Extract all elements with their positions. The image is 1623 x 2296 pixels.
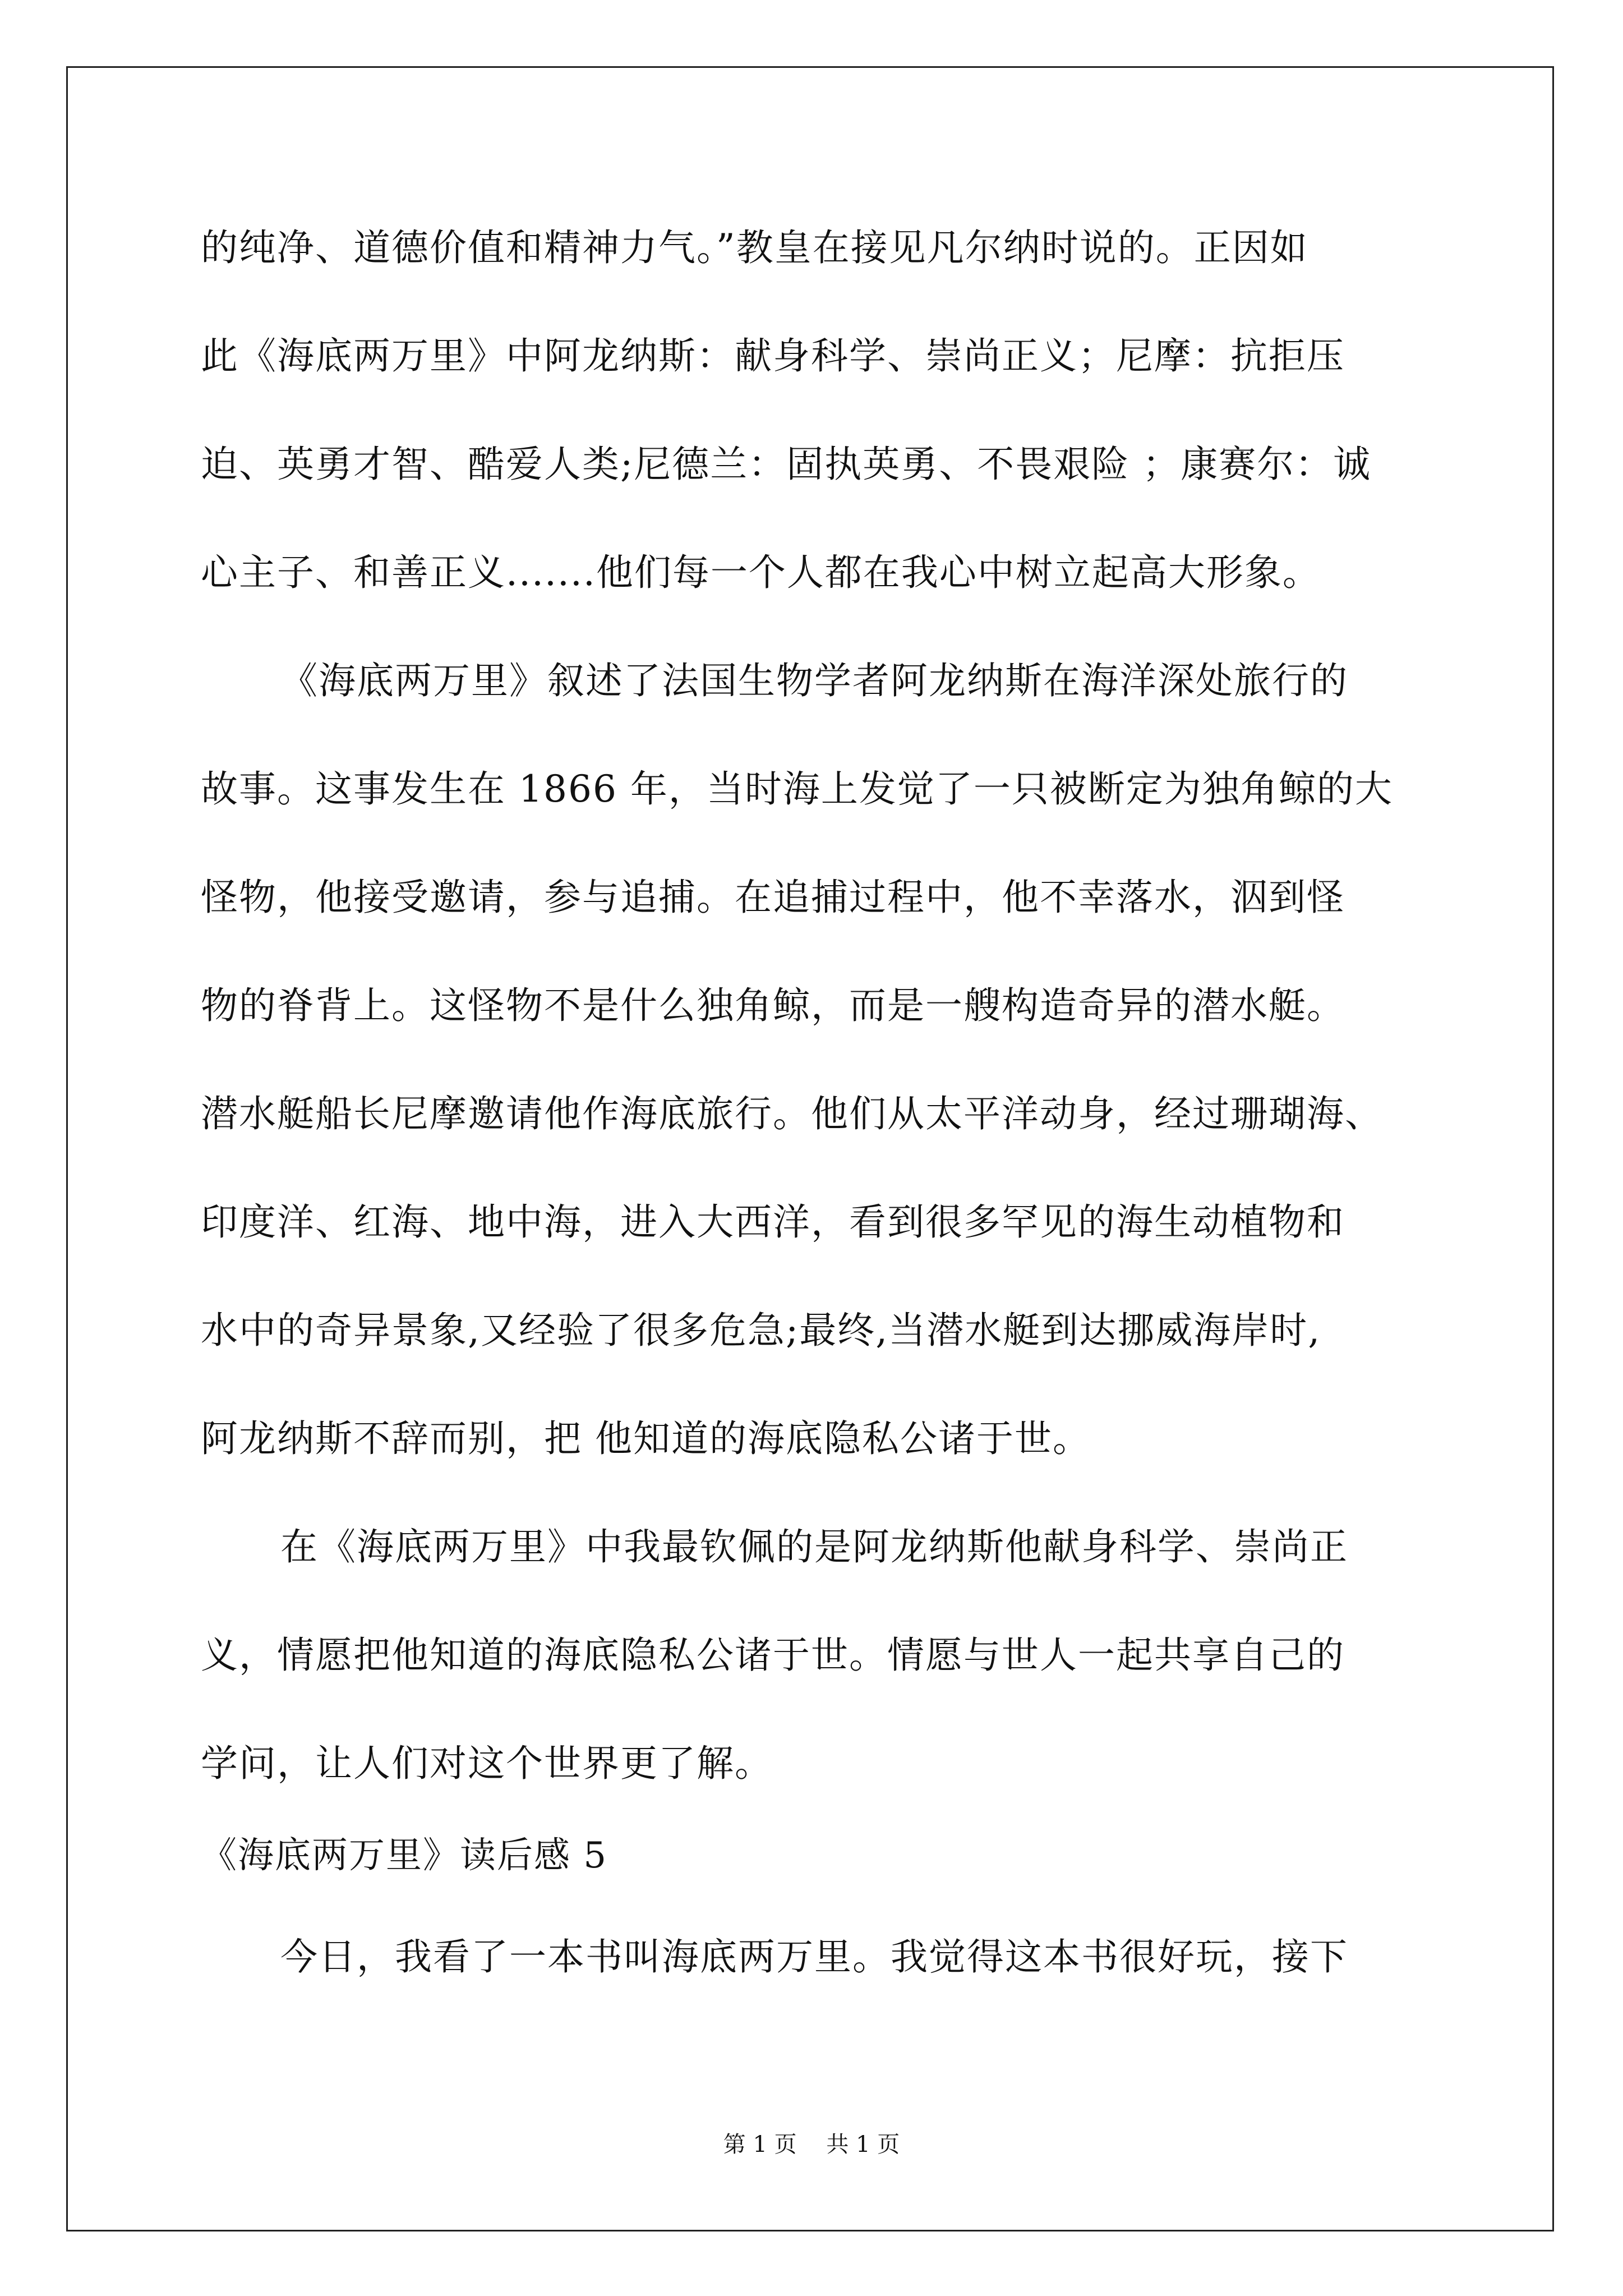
- text-line: 故事。这事发生在 1866 年，当时海上发觉了一只被断定为独角鲸的大: [201, 767, 1393, 811]
- text-line: 水中的奇异景象,又经验了很多危急;最终,当潜水艇到达挪威海岸时,: [201, 1309, 1321, 1352]
- page-number: 第 1 页: [723, 2132, 797, 2157]
- page-footer: [0, 2131, 1623, 2159]
- text-line: 印度洋、红海、地中海，进入大西洋，看到很多罕见的海生动植物和: [201, 1200, 1345, 1244]
- text-line: 潜水艇船长尼摩邀请他作海底旅行。他们从太平洋动身，经过珊瑚海、: [201, 1092, 1383, 1135]
- text-line: 心主子、和善正义.......他们每一个人都在我心中树立起高大形象。: [201, 551, 1321, 594]
- text-line: 物的脊背上。这怪物不是什么独角鲸，而是一艘构造奇异的潜水艇。: [201, 984, 1345, 1027]
- text-line: 此《海底两万里》中阿龙纳斯：献身科学、崇尚正义；尼摩：抗拒压: [201, 334, 1345, 378]
- text-line: 《海底两万里》叙述了法国生物学者阿龙纳斯在海洋深处旅行的: [280, 659, 1348, 702]
- page-total: 共 1 页: [826, 2132, 900, 2157]
- text-line: 怪物，他接受邀请，参与追捕。在追捕过程中，他不幸落水，泅到怪: [201, 876, 1345, 919]
- text-line: 在《海底两万里》中我最钦佩的是阿龙纳斯他献身科学、崇尚正: [280, 1525, 1348, 1568]
- text-line: 今日，我看了一本书叫海底两万里。我觉得这本书很好玩，接下: [280, 1935, 1348, 1978]
- text-line: 阿龙纳斯不辞而别，把 他知道的海底隐私公诸于世。: [201, 1417, 1091, 1460]
- page-border: [66, 66, 1554, 2231]
- text-line: 义，情愿把他知道的海底隐私公诸于世。情愿与世人一起共享自己的: [201, 1634, 1345, 1677]
- section-heading: 《海底两万里》读后感 5: [201, 1835, 608, 1876]
- text-line: 迫、英勇才智、酷爱人类;尼德兰：固执英勇、不畏艰险 ；康赛尔：诚: [201, 443, 1372, 486]
- text-line: 的纯净、道德价值和精神力气。”教皇在接见凡尔纳时说的。正因如: [201, 226, 1308, 269]
- text-line: 学问，让人们对这个世界更了解。: [201, 1742, 773, 1785]
